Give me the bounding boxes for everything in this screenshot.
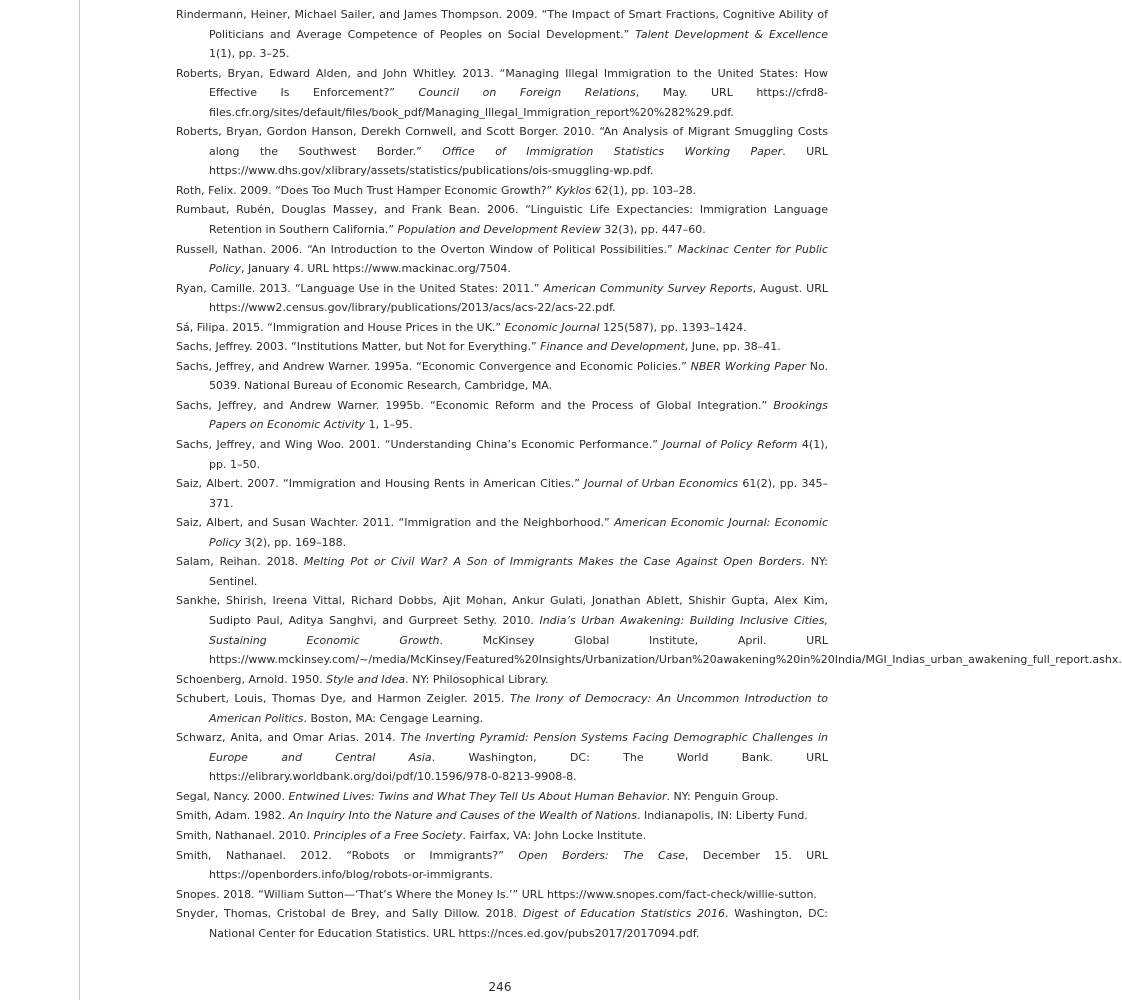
- reference-entry: [176, 846, 828, 885]
- reference-text-tail: 1, 1–95.: [365, 418, 413, 432]
- reference-title-italic: Finance and Development: [540, 340, 685, 354]
- reference-text-tail: . Washington, DC: National Center for Education Statistics. URL https://nces.ed.gov/pubs2017/2017094.pdf.: [209, 907, 828, 940]
- reference-entry: [176, 357, 828, 396]
- reference-text-tail: 32(3), pp. 447–60.: [600, 223, 706, 237]
- reference-entry: [176, 552, 828, 591]
- reference-title-italic: India’s Urban Awakening: Building Inclusive Cities, Sustaining Economic Growth: [209, 613, 828, 647]
- reference-title-italic: Principles of a Free Society: [313, 828, 463, 842]
- reference-text-tail: . NY: Penguin Group.: [666, 789, 779, 803]
- reference-entry: [176, 904, 828, 943]
- reference-title-italic: Council on Foreign Relations: [418, 86, 636, 100]
- reference-text: Smith, Nathanael. 2010.: [176, 828, 314, 842]
- reference-text-tail: . NY: Philosophical Library.: [405, 672, 549, 686]
- reference-text-tail: 125(587), pp. 1393–1424.: [599, 320, 747, 334]
- reference-title-italic: The Inverting Pyramid: Pension Systems Facing Demographic Challenges in Europe and Central Asia: [209, 731, 828, 764]
- reference-text-tail: , December 15. URL https://openborders.info/blog/robots-or-immigrants.: [209, 848, 829, 882]
- reference-title-italic: Melting Pot or Civil War? A Son of Immigrants Makes the Case Against Open Borders: [303, 555, 802, 569]
- reference-title-italic: Brookings Papers on Economic Activity: [209, 398, 828, 432]
- reference-title-italic: Economic Journal: [504, 320, 600, 334]
- gutter-rule: [79, 0, 80, 1000]
- reference-title-italic: Talent Development & Excellence: [635, 27, 828, 41]
- reference-text-tail: , August. URL https://www2.census.gov/library/publications/2013/acs/acs-22/acs-22.pdf.: [209, 281, 828, 315]
- reference-text-tail: 3(2), pp. 169–188.: [241, 535, 347, 549]
- reference-title-italic: Entwined Lives: Twins and What They Tell Us About Human Behavior: [288, 789, 667, 803]
- reference-text-tail: . NY: Sentinel.: [209, 555, 828, 588]
- reference-text: Sachs, Jeffrey. 2003. “Institutions Matter, but Not for Everything.”: [176, 340, 541, 354]
- reference-entry: [176, 826, 828, 846]
- reference-text: Roth, Felix. 2009. “Does Too Much Trust Hamper Economic Growth?”: [176, 183, 556, 197]
- page-number: 246: [488, 980, 512, 994]
- reference-text: Sachs, Jeffrey, and Andrew Warner. 1995b. “Economic Reform and the Process of Global Integration.”: [176, 398, 774, 412]
- reference-entry: [176, 513, 828, 552]
- reference-text-tail: , January 4. URL https://www.mackinac.org/7504.: [241, 262, 511, 276]
- reference-text: Saiz, Albert. 2007. “Immigration and Housing Rents in American Cities.”: [176, 477, 585, 491]
- reference-text: Salam, Reihan. 2018.: [176, 555, 304, 569]
- reference-text-tail: , May. URL https://cfrd8-files.cfr.org/sites/default/files/book_pdf/Managing_Illegal_Immigration_report%20%282%29.pdf.: [209, 86, 828, 119]
- reference-title-italic: The Irony of Democracy: An Uncommon Introduction to American Politics: [209, 692, 828, 725]
- reference-text: Sankhe, Shirish, Ireena Vittal, Richard Dobbs, Ajit Mohan, Ankur Gulati, Jonathan Ablett, Shishir Gupta, Alex Kim, Sudipto Paul, Aditya Sanghvi, and Gurpreet Sethy. 2010.: [176, 594, 828, 627]
- reference-text: Schwarz, Anita, and Omar Arias. 2014.: [176, 731, 401, 745]
- reference-entry: [176, 670, 828, 690]
- reference-text-tail: . Boston, MA: Cengage Learning.: [303, 711, 484, 725]
- reference-text: Smith, Nathanael. 2012. “Robots or Immigrants?”: [176, 848, 519, 862]
- reference-entry: [176, 200, 828, 239]
- reference-text: Rumbaut, Rubén, Douglas Massey, and Frank Bean. 2006. “Linguistic Life Expectancies: Immigration Language Retention in Southern California.”: [176, 203, 828, 237]
- reference-entry: [176, 787, 828, 807]
- reference-text: Russell, Nathan. 2006. “An Introduction to the Overton Window of Political Possibilities.”: [176, 242, 678, 256]
- reference-title-italic: American Community Survey Reports: [543, 281, 753, 295]
- reference-entry: [176, 806, 828, 826]
- reference-title-italic: Style and Idea: [326, 672, 406, 686]
- reference-title-italic: Open Borders: The Case: [518, 848, 685, 862]
- reference-text-tail: 1(1), pp. 3–25.: [209, 47, 290, 61]
- reference-entry: [176, 318, 828, 338]
- reference-text-tail: 4(1), pp. 1–50.: [209, 438, 828, 471]
- reference-text: Smith, Adam. 1982.: [176, 809, 289, 823]
- reference-entry: [176, 5, 828, 64]
- reference-title-italic: An Inquiry Into the Nature and Causes of the Wealth of Nations: [288, 809, 637, 823]
- reference-text-tail: . McKinsey Global Institute, April. URL https://www.mckinsey.com/~/media/McKinsey/Featured%20Insights/Urbanization/Urban%20awakening%20in%20India/MGI_Indias_urban_awakening_full_report.ashx.: [209, 633, 1122, 667]
- reference-title-italic: Kyklos: [555, 183, 592, 197]
- reference-text: Saiz, Albert, and Susan Wachter. 2011. “Immigration and the Neighborhood.”: [176, 516, 615, 530]
- reference-text-tail: . URL https://www.dhs.gov/xlibrary/assets/statistics/publications/ois-smuggling-wp.pdf.: [209, 144, 828, 178]
- reference-title-italic: Mackinac Center for Public Policy: [209, 242, 828, 276]
- reference-text-tail: 62(1), pp. 103–28.: [591, 183, 697, 197]
- reference-entry: [176, 337, 828, 357]
- reference-text: Sachs, Jeffrey, and Andrew Warner. 1995a. “Economic Convergence and Economic Policies.”: [176, 359, 691, 373]
- reference-title-italic: NBER Working Paper: [690, 359, 806, 373]
- reference-entry: [176, 728, 828, 787]
- reference-text-tail: , June, pp. 38–41.: [684, 340, 781, 354]
- reference-entry: [176, 396, 828, 435]
- reference-entry: [176, 240, 828, 279]
- reference-entry: [176, 181, 828, 201]
- reference-text: Schubert, Louis, Thomas Dye, and Harmon Zeigler. 2015.: [176, 692, 510, 706]
- reference-entry: [176, 435, 828, 474]
- reference-title-italic: American Economic Journal: Economic Policy: [209, 516, 829, 549]
- reference-title-italic: Journal of Policy Reform: [662, 438, 798, 452]
- reference-entry: [176, 474, 828, 513]
- reference-entry: [176, 591, 1122, 669]
- reference-entry: [176, 279, 828, 318]
- reference-entry: [176, 64, 828, 123]
- reference-text: Sachs, Jeffrey, and Wing Woo. 2001. “Understanding China’s Economic Performance.”: [176, 438, 663, 452]
- reference-text: Rindermann, Heiner, Michael Sailer, and James Thompson. 2009. “The Impact of Smart Fractions, Cognitive Ability of Politicians and Average Competence of Peoples on Social Development.”: [176, 8, 828, 41]
- reference-text-tail: 61(2), pp. 345–371.: [209, 477, 828, 510]
- reference-text-tail: . Fairfax, VA: John Locke Institute.: [462, 828, 647, 842]
- reference-text-tail: . Washington, DC: The World Bank. URL https://elibrary.worldbank.org/doi/pdf/10.1596/978-0-8213-9908-8.: [209, 750, 829, 784]
- reference-text: Schoenberg, Arnold. 1950.: [176, 672, 327, 686]
- reference-text-tail: . Indianapolis, IN: Liberty Fund.: [636, 809, 808, 823]
- reference-entry: [176, 122, 828, 181]
- reference-text: Snopes. 2018. “William Sutton—‘That’s Where the Money Is.’” URL https://www.snopes.com/fact-check/willie-sutton.: [176, 887, 817, 901]
- reference-title-italic: Journal of Urban Economics: [584, 477, 739, 491]
- reference-text: Snyder, Thomas, Cristobal de Brey, and Sally Dillow. 2018.: [176, 907, 523, 921]
- reference-title-italic: Office of Immigration Statistics Working Paper: [442, 144, 783, 158]
- reference-text: Sá, Filipa. 2015. “Immigration and House Prices in the UK.”: [176, 320, 505, 334]
- reference-entry: [176, 885, 828, 905]
- reference-entry: [176, 689, 828, 728]
- reference-title-italic: Population and Development Review: [397, 223, 601, 237]
- reference-text: Roberts, Bryan, Edward Alden, and John Whitley. 2013. “Managing Illegal Immigration to the United States: How Effective Is Enforcement?”: [176, 66, 828, 100]
- reference-title-italic: Digest of Education Statistics 2016: [522, 907, 725, 921]
- reference-text: Segal, Nancy. 2000.: [176, 789, 289, 803]
- reference-text: Ryan, Camille. 2013. “Language Use in the United States: 2011.”: [176, 281, 544, 295]
- bibliography-list: [176, 5, 1122, 943]
- reference-text-tail: No. 5039. National Bureau of Economic Research, Cambridge, MA.: [209, 359, 828, 393]
- reference-text: Roberts, Bryan, Gordon Hanson, Derekh Cornwell, and Scott Borger. 2010. “An Analysis of Migrant Smuggling Costs along the Southwest Border.”: [176, 125, 828, 158]
